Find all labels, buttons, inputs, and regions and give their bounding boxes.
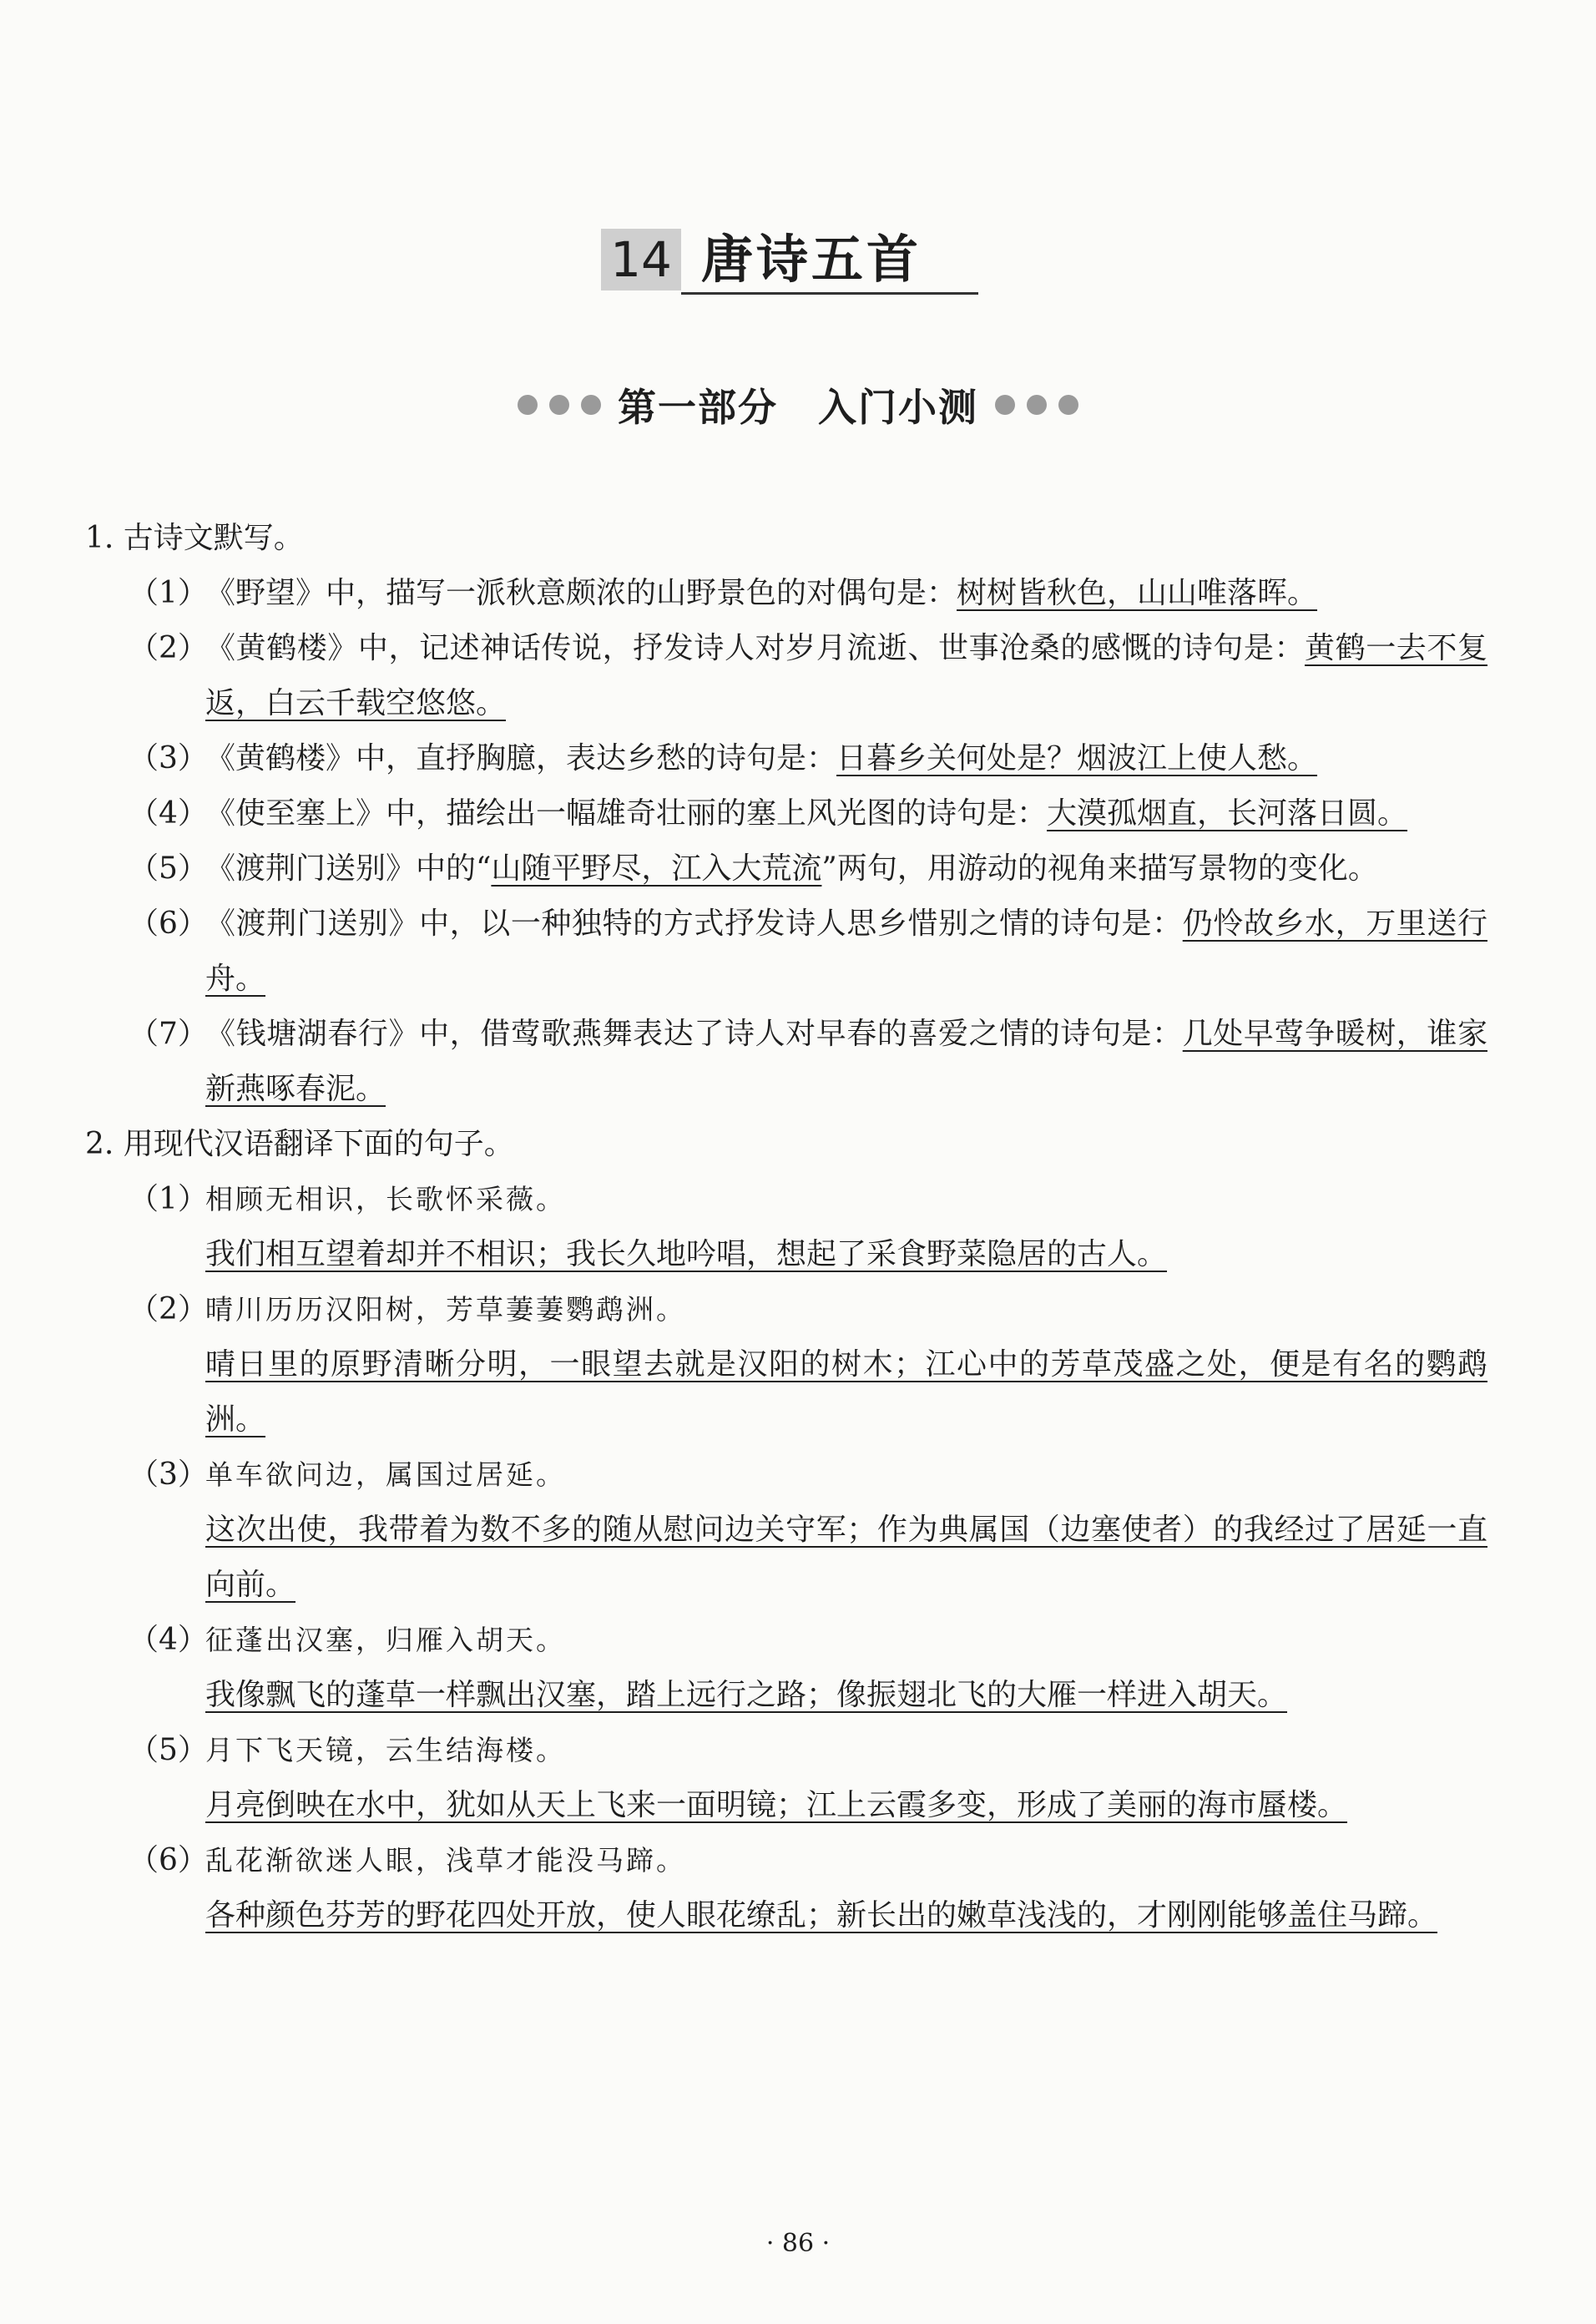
translation-answer: 各种颜色芬芳的野花四处开放，使人眼花缭乱；新长出的嫩草浅浅的，才刚刚能够盖住马蹄。 xyxy=(205,1898,1438,1932)
q1-item xyxy=(85,1007,1487,1117)
dot-icon xyxy=(581,395,601,415)
q2-item xyxy=(85,1723,1487,1833)
page-number: · 86 · xyxy=(765,2229,831,2258)
q1-item xyxy=(85,841,1487,897)
q1-item xyxy=(85,731,1487,786)
source-sentence: 乱花渐欲迷人眼，浅草才能没马蹄。 xyxy=(205,1844,686,1877)
source-sentence: 征蓬出汉塞，归雁入胡天。 xyxy=(205,1624,566,1656)
source-sentence: 相顾无相识，长歌怀采薇。 xyxy=(205,1183,566,1215)
q2-item xyxy=(85,1282,1487,1447)
lesson-title xyxy=(601,227,968,294)
content xyxy=(85,511,1487,1943)
q2-item xyxy=(85,1833,1487,1943)
item-stem: 《黄鹤楼》中，直抒胸臆，表达乡愁的诗句是： xyxy=(205,741,837,776)
dot-icon xyxy=(995,395,1015,415)
q2-item xyxy=(85,1613,1487,1723)
item-answer: 仍怜故乡水，万里送行舟。 xyxy=(205,907,1487,996)
item-stem: 《渡荆门送别》中的“ xyxy=(205,851,492,886)
item-number: （4） xyxy=(129,1623,208,1657)
source-sentence: 月下飞天镜，云生结海楼。 xyxy=(205,1734,566,1766)
dot-icon xyxy=(549,395,569,415)
source-sentence: 单车欲问边，属国过居延。 xyxy=(205,1458,566,1491)
item-answer: 山随平野尽，江入大荒流 xyxy=(491,851,822,886)
item-answer: 黄鹤一去不复返，白云千载空悠悠。 xyxy=(205,631,1487,720)
item-number: （5） xyxy=(129,851,208,886)
lesson-title-text: 唐诗五首 xyxy=(701,229,922,290)
translation-answer: 晴日里的原野清晰分明，一眼望去就是汉阳的树木；江心中的芳草茂盛之处，便是有名的鹦鹉洲。 xyxy=(205,1347,1487,1437)
item-number: （7） xyxy=(129,1017,208,1051)
section-heading xyxy=(0,377,1596,430)
q2-item xyxy=(85,1172,1487,1282)
item-number: （6） xyxy=(129,907,208,941)
item-number: （1） xyxy=(129,576,208,610)
q1-item xyxy=(85,786,1487,841)
q1-item xyxy=(85,897,1487,1007)
item-number: （6） xyxy=(129,1843,208,1877)
section-title: 第一部分 入门小测 xyxy=(618,385,978,430)
dot-icon xyxy=(518,395,538,415)
title-underline xyxy=(681,292,978,295)
translation-answer: 我们相互望着却并不相识；我长久地吟唱，想起了采食野菜隐居的古人。 xyxy=(205,1237,1168,1271)
q1-item xyxy=(85,621,1487,731)
translation-answer: 我像飘飞的蓬草一样飘出汉塞，踏上远行之路；像振翅北飞的大雁一样进入胡天。 xyxy=(205,1678,1288,1712)
item-tail: ”两句，用游动的视角来描写景物的变化。 xyxy=(821,851,1378,886)
item-number: （3） xyxy=(129,741,208,776)
item-answer: 大漠孤烟直，长河落日圆。 xyxy=(1047,796,1408,831)
item-number: （3） xyxy=(129,1458,208,1492)
item-answer: 几处早莺争暖树，谁家新燕啄春泥。 xyxy=(205,1017,1487,1106)
question-1-title: 1. 古诗文默写。 xyxy=(85,521,304,555)
item-number: （2） xyxy=(129,631,208,665)
question-2-title: 2. 用现代汉语翻译下面的句子。 xyxy=(85,1127,514,1161)
item-answer: 树树皆秋色，山山唯落晖。 xyxy=(957,576,1318,610)
translation-answer: 这次出使，我带着为数不多的随从慰问边关守军；作为典属国（边塞使者）的我经过了居延一直向前。 xyxy=(205,1513,1487,1602)
q2-item xyxy=(85,1447,1487,1613)
item-stem: 《野望》中，描写一派秋意颇浓的山野景色的对偶句是： xyxy=(205,576,957,610)
dot-icon xyxy=(1027,395,1047,415)
translation-answer: 月亮倒映在水中，犹如从天上飞来一面明镜；江上云霞多变，形成了美丽的海市蜃楼。 xyxy=(205,1788,1348,1822)
dot-icon xyxy=(1058,395,1078,415)
item-number: （5） xyxy=(129,1733,208,1767)
item-number: （1） xyxy=(129,1182,208,1216)
item-answer: 日暮乡关何处是？烟波江上使人愁。 xyxy=(836,741,1318,776)
item-stem: 《使至塞上》中，描绘出一幅雄奇壮丽的塞上风光图的诗句是： xyxy=(205,796,1048,831)
item-stem: 《渡荆门送别》中，以一种独特的方式抒发诗人思乡惜别之情的诗句是： xyxy=(205,907,1183,941)
item-stem: 《黄鹤楼》中，记述神话传说，抒发诗人对岁月流逝、世事沧桑的感慨的诗句是： xyxy=(205,631,1306,665)
q1-item xyxy=(85,566,1487,621)
lesson-number: 14 xyxy=(601,229,681,290)
item-stem: 《钱塘湖春行》中，借莺歌燕舞表达了诗人对早春的喜爱之情的诗句是： xyxy=(205,1017,1183,1051)
item-number: （4） xyxy=(129,796,208,831)
item-number: （2） xyxy=(129,1292,208,1326)
source-sentence: 晴川历历汉阳树，芳草萋萋鹦鹉洲。 xyxy=(205,1293,686,1326)
